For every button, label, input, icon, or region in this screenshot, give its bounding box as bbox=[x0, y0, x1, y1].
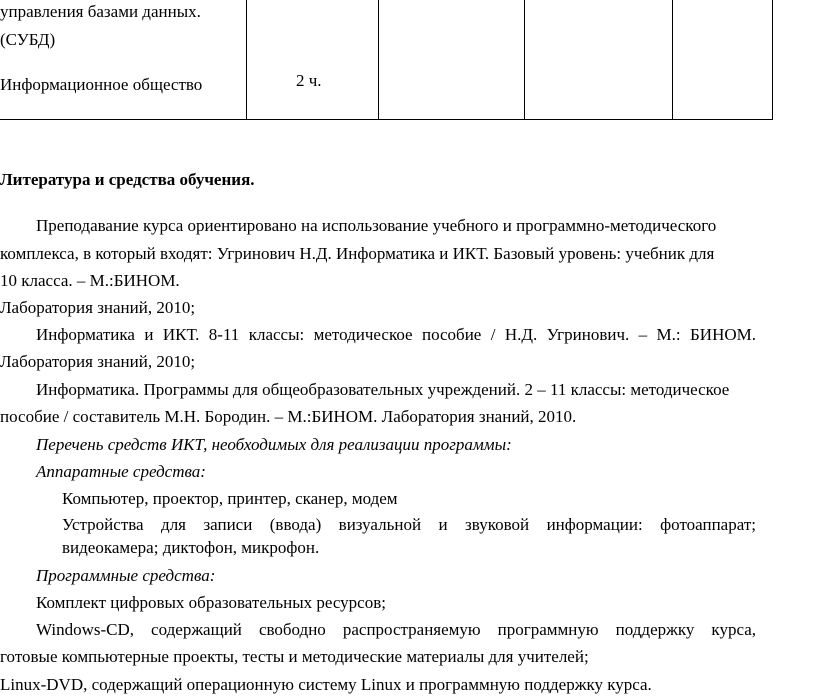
table-cell-hours: 2 ч. bbox=[296, 71, 322, 90]
software-item-windows-line2: готовые компьютерные проекты, тесты и методические материалы для учителей; bbox=[0, 647, 589, 666]
hardware-item-devices-line1: Устройства для записи (ввода) визуальной и звуковой информации: фотоаппарат; bbox=[62, 515, 756, 534]
software-item-linux: Linux-DVD, содержащий операционную систему Linux и программную поддержку курса. bbox=[0, 675, 652, 694]
para1-line1: Преподавание курса ориентировано на использование учебного и программно-методического bbox=[36, 216, 717, 235]
lesson-table bbox=[0, 0, 773, 121]
hardware-item-computer: Компьютер, проектор, принтер, сканер, модем bbox=[62, 489, 398, 508]
software-item-windows-line1: Windows-CD, содержащий свободно распространяемую программную поддержку курса, bbox=[36, 620, 756, 639]
table-divider bbox=[246, 0, 247, 120]
para3-line2: пособие / составитель М.Н. Бородин. – М.:БИНОМ. Лаборатория знаний, 2010. bbox=[0, 407, 577, 426]
hardware-heading: Аппаратные средства: bbox=[36, 462, 206, 481]
para1-line2: комплекса, в который входят: Угринович Н.Д. Информатика и ИКТ. Базовый уровень: учебник для bbox=[0, 244, 715, 263]
table-cell-topic-line1: управления базами данных. bbox=[0, 2, 201, 21]
software-item-cor: Комплект цифровых образовательных ресурсов; bbox=[36, 593, 386, 612]
para2-line2: Лаборатория знаний, 2010; bbox=[0, 352, 196, 371]
table-cell-topic-line2: (СУБД) bbox=[0, 30, 56, 49]
hardware-item-devices-line2: видеокамера; диктофон, микрофон. bbox=[62, 538, 320, 557]
section-title: Литература и средства обучения. bbox=[0, 170, 255, 189]
table-divider bbox=[772, 0, 773, 120]
table-divider bbox=[524, 0, 525, 120]
para2-line1: Информатика и ИКТ. 8-11 классы: методическое пособие / Н.Д. Угринович. – М.: БИНОМ. bbox=[36, 325, 756, 344]
para1-line3: 10 класса. – М.:БИНОМ. bbox=[0, 271, 180, 290]
para1-line4: Лаборатория знаний, 2010; bbox=[0, 298, 196, 317]
para3-line1: Информатика. Программы для общеобразовательных учреждений. 2 – 11 классы: методическое bbox=[36, 380, 730, 399]
ict-heading: Перечень средств ИКТ, необходимых для реализации программы: bbox=[36, 435, 512, 454]
software-heading: Программные средства: bbox=[36, 566, 216, 585]
table-bottom-border bbox=[0, 119, 773, 120]
table-divider bbox=[672, 0, 673, 120]
table-cell-topic-line3: Информационное общество bbox=[0, 75, 203, 94]
table-divider bbox=[378, 0, 379, 120]
